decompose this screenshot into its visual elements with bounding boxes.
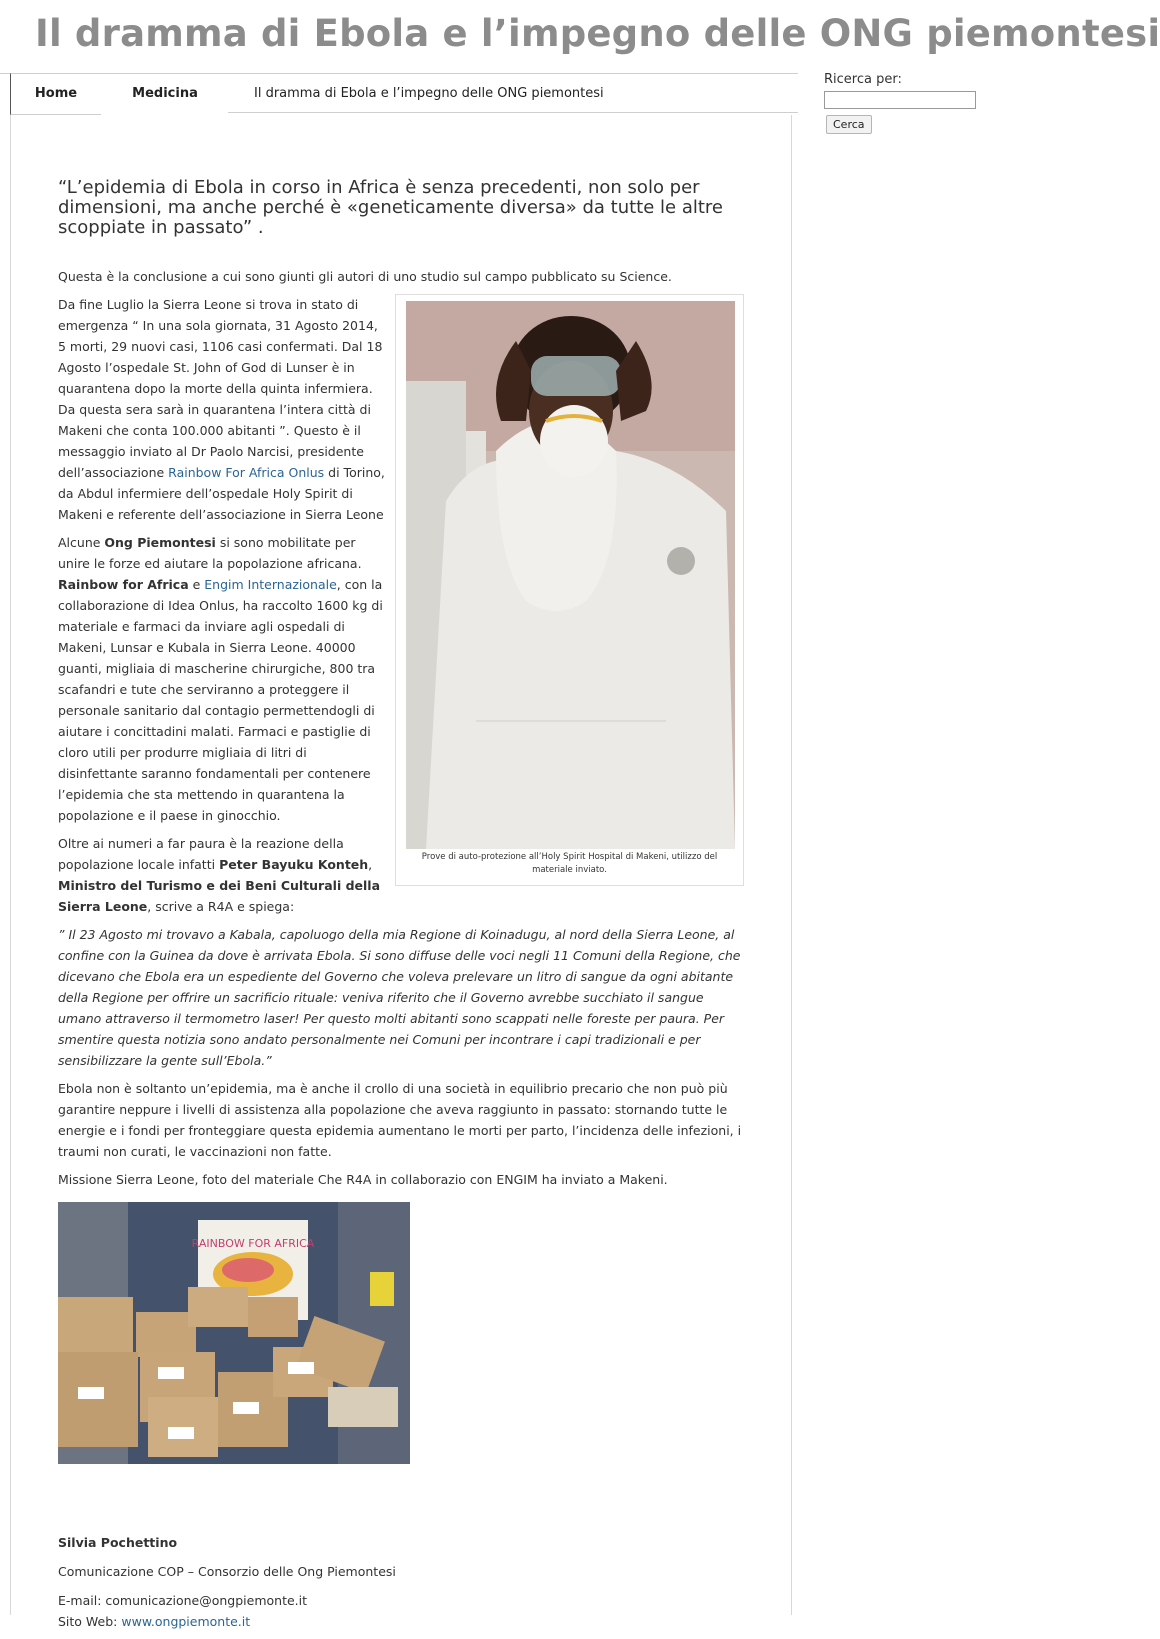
website-link[interactable]: www.ongpiemonte.it [121,1614,251,1629]
intro-paragraph: Questa è la conclusione a cui sono giunti gli autori di uno studio sul campo pubblicato su Science. [58,269,672,284]
paragraph-emergency-text-a: Da fine Luglio la Sierra Leone si trova in stato di emergenza “ In una sola giornata, 31 Agosto 2014, 5 morti, 29 nuovi casi, 1106 casi confermati. Dal 18 Agosto l’ospedale St. John of God di Lunser è in quarantena dopo la morte della quinta infermiera. Da questa sera sarà in quarantena l’intera città di Makeni che conta 100.000 abitanti ”. Questo è il messaggio inviato al Dr Paolo Narcisi, presidente dell’associazione [58,297,383,480]
bold-ong-piemontesi: Ong Piemontesi [104,535,216,550]
photo-boxes-materials [58,1202,410,1464]
tab-medicina[interactable]: Medicina [110,73,220,114]
figure-protection [395,294,744,886]
article-footer [58,1532,744,1632]
tab-current-article[interactable]: Il dramma di Ebola e l’impegno delle ONG piemontesi [228,73,798,113]
photo-protective-suit-icon [406,301,735,849]
link-engim-internazionale[interactable]: Engim Internazionale [204,577,337,592]
paragraph-emergency-text-b: di Torino, da Abdul infermiere dell’ospedale Holy Spirit di Makeni e referente dell’associazione in Sierra Leone [58,465,385,522]
search-button[interactable]: Cerca [826,115,872,134]
site-title: Il dramma di Ebola e l’impegno delle ONG piemontesi [35,12,1160,55]
article-body [58,178,744,1639]
website-label: Sito Web: [58,1614,122,1629]
author-name-text: Silvia Pochettino [58,1535,178,1550]
paragraph-mission: Missione Sierra Leone, foto del materiale Che R4A in collaborazio con ENGIM ha inviato a Makeni. [58,1172,668,1187]
paragraph-ong-text-d: , con la collaborazione di Idea Onlus, ha raccolto 1600 kg di materiale e farmaci da inviare agli ospedali di Makeni, Lunsar e Kubala in Sierra Leone. 40000 guanti, migliaia di mascherine chirurgiche, 800 tra scafandri e tute che serviranno a proteggere il personale sanitario dal contagio permettendogli di aiutare i concittadini malati. Farmaci e pastiglie di cloro utili per produrre migliaia di litri di disinfettante saranno fondamentali per contenere l’epidemia che sta mettendo in quarantena la popolazione e il paese in ginocchio. [58,577,383,823]
sidebar-search [824,72,1024,134]
paragraph-reaction-text-c: , scrive a R4A e spiega: [147,899,295,914]
paragraph-reaction-text-a: Oltre ai numeri a far paura è la reazione della popolazione locale infatti [58,836,344,872]
paragraph-ong-text-c: e [188,577,205,592]
author-email: E-mail: comunicazione@ongpiemonte.it [58,1593,308,1608]
author-name [58,1532,744,1553]
photo-protective-suit [406,301,735,849]
bold-rainbow-for-africa: Rainbow for Africa [58,577,189,592]
author-website [58,1611,744,1632]
breadcrumb-tabs [10,73,793,115]
paragraph-society: Ebola non è soltanto un’epidemia, ma è anche il crollo di una società in equilibrio precario che non può più garantire neppure i livelli di assistenza alla popolazione che aveva raggiunto in passato: stornando tutte le energie e i fondi per fronteggiare questa epidemia aumentano le morti per parto, l’incidenza delle infezioni, i traumi non curati, le vaccinazioni non fatte. [58,1081,742,1159]
search-input[interactable] [824,91,976,109]
paragraph-minister-quote: ” Il 23 Agosto mi trovavo a Kabala, capoluogo della mia Regione di Koinadugu, al nord della Sierra Leone, al confine con la Guinea da dove è arrivata Ebola. Si sono diffuse delle voci negli 11 Comuni della Regione, che dicevano che Ebola era un espediente del Governo che voleva prelevare un litro di sangue da ogni abitante della Regione per offrire un sacrificio rituale: veniva riferito che il Governo avrebbe succhiato il sangue umano attraverso il termometro laser! Per questo molti abitanti sono scappati nelle foreste per paura. Per smentire questa notizia sono andato personalmente nei Comuni per incontrare i capi tradizionali e per sensibilizzare la gente sull’Ebola.” [58,927,741,1068]
article-headline-quote: “L’epidemia di Ebola in corso in Africa è senza precedenti, non solo per dimensioni, ma anche perché è «geneticamente diversa» da tutte le altre scoppiate in passato” . [58,177,723,238]
search-label: Ricerca per: [824,72,902,87]
photo-boxes-icon [58,1202,410,1464]
author-org: Comunicazione COP – Consorzio delle Ong Piemontesi [58,1564,396,1579]
paragraph-reaction-text-b: , [368,857,373,872]
bold-ministro: Ministro del Turismo e dei Beni Culturali della Sierra Leone [58,878,381,914]
bold-peter-bayuku-konteh: Peter Bayuku Konteh [219,857,369,872]
link-rainbow-for-africa[interactable]: Rainbow For Africa Onlus [168,465,325,480]
figure-caption: Prove di auto-protezione all’Holy Spirit Hospital di Makeni, utilizzo del materiale inviato. [421,852,718,875]
tab-home[interactable]: Home [10,73,101,115]
paragraph-ong-text-a: Alcune [58,535,105,550]
paragraph-ong-text-b: si sono mobilitate per unire le forze ed aiutare la popolazione africana. [58,535,362,571]
banner-text: RAINBOW FOR AFRICA [191,1237,315,1250]
